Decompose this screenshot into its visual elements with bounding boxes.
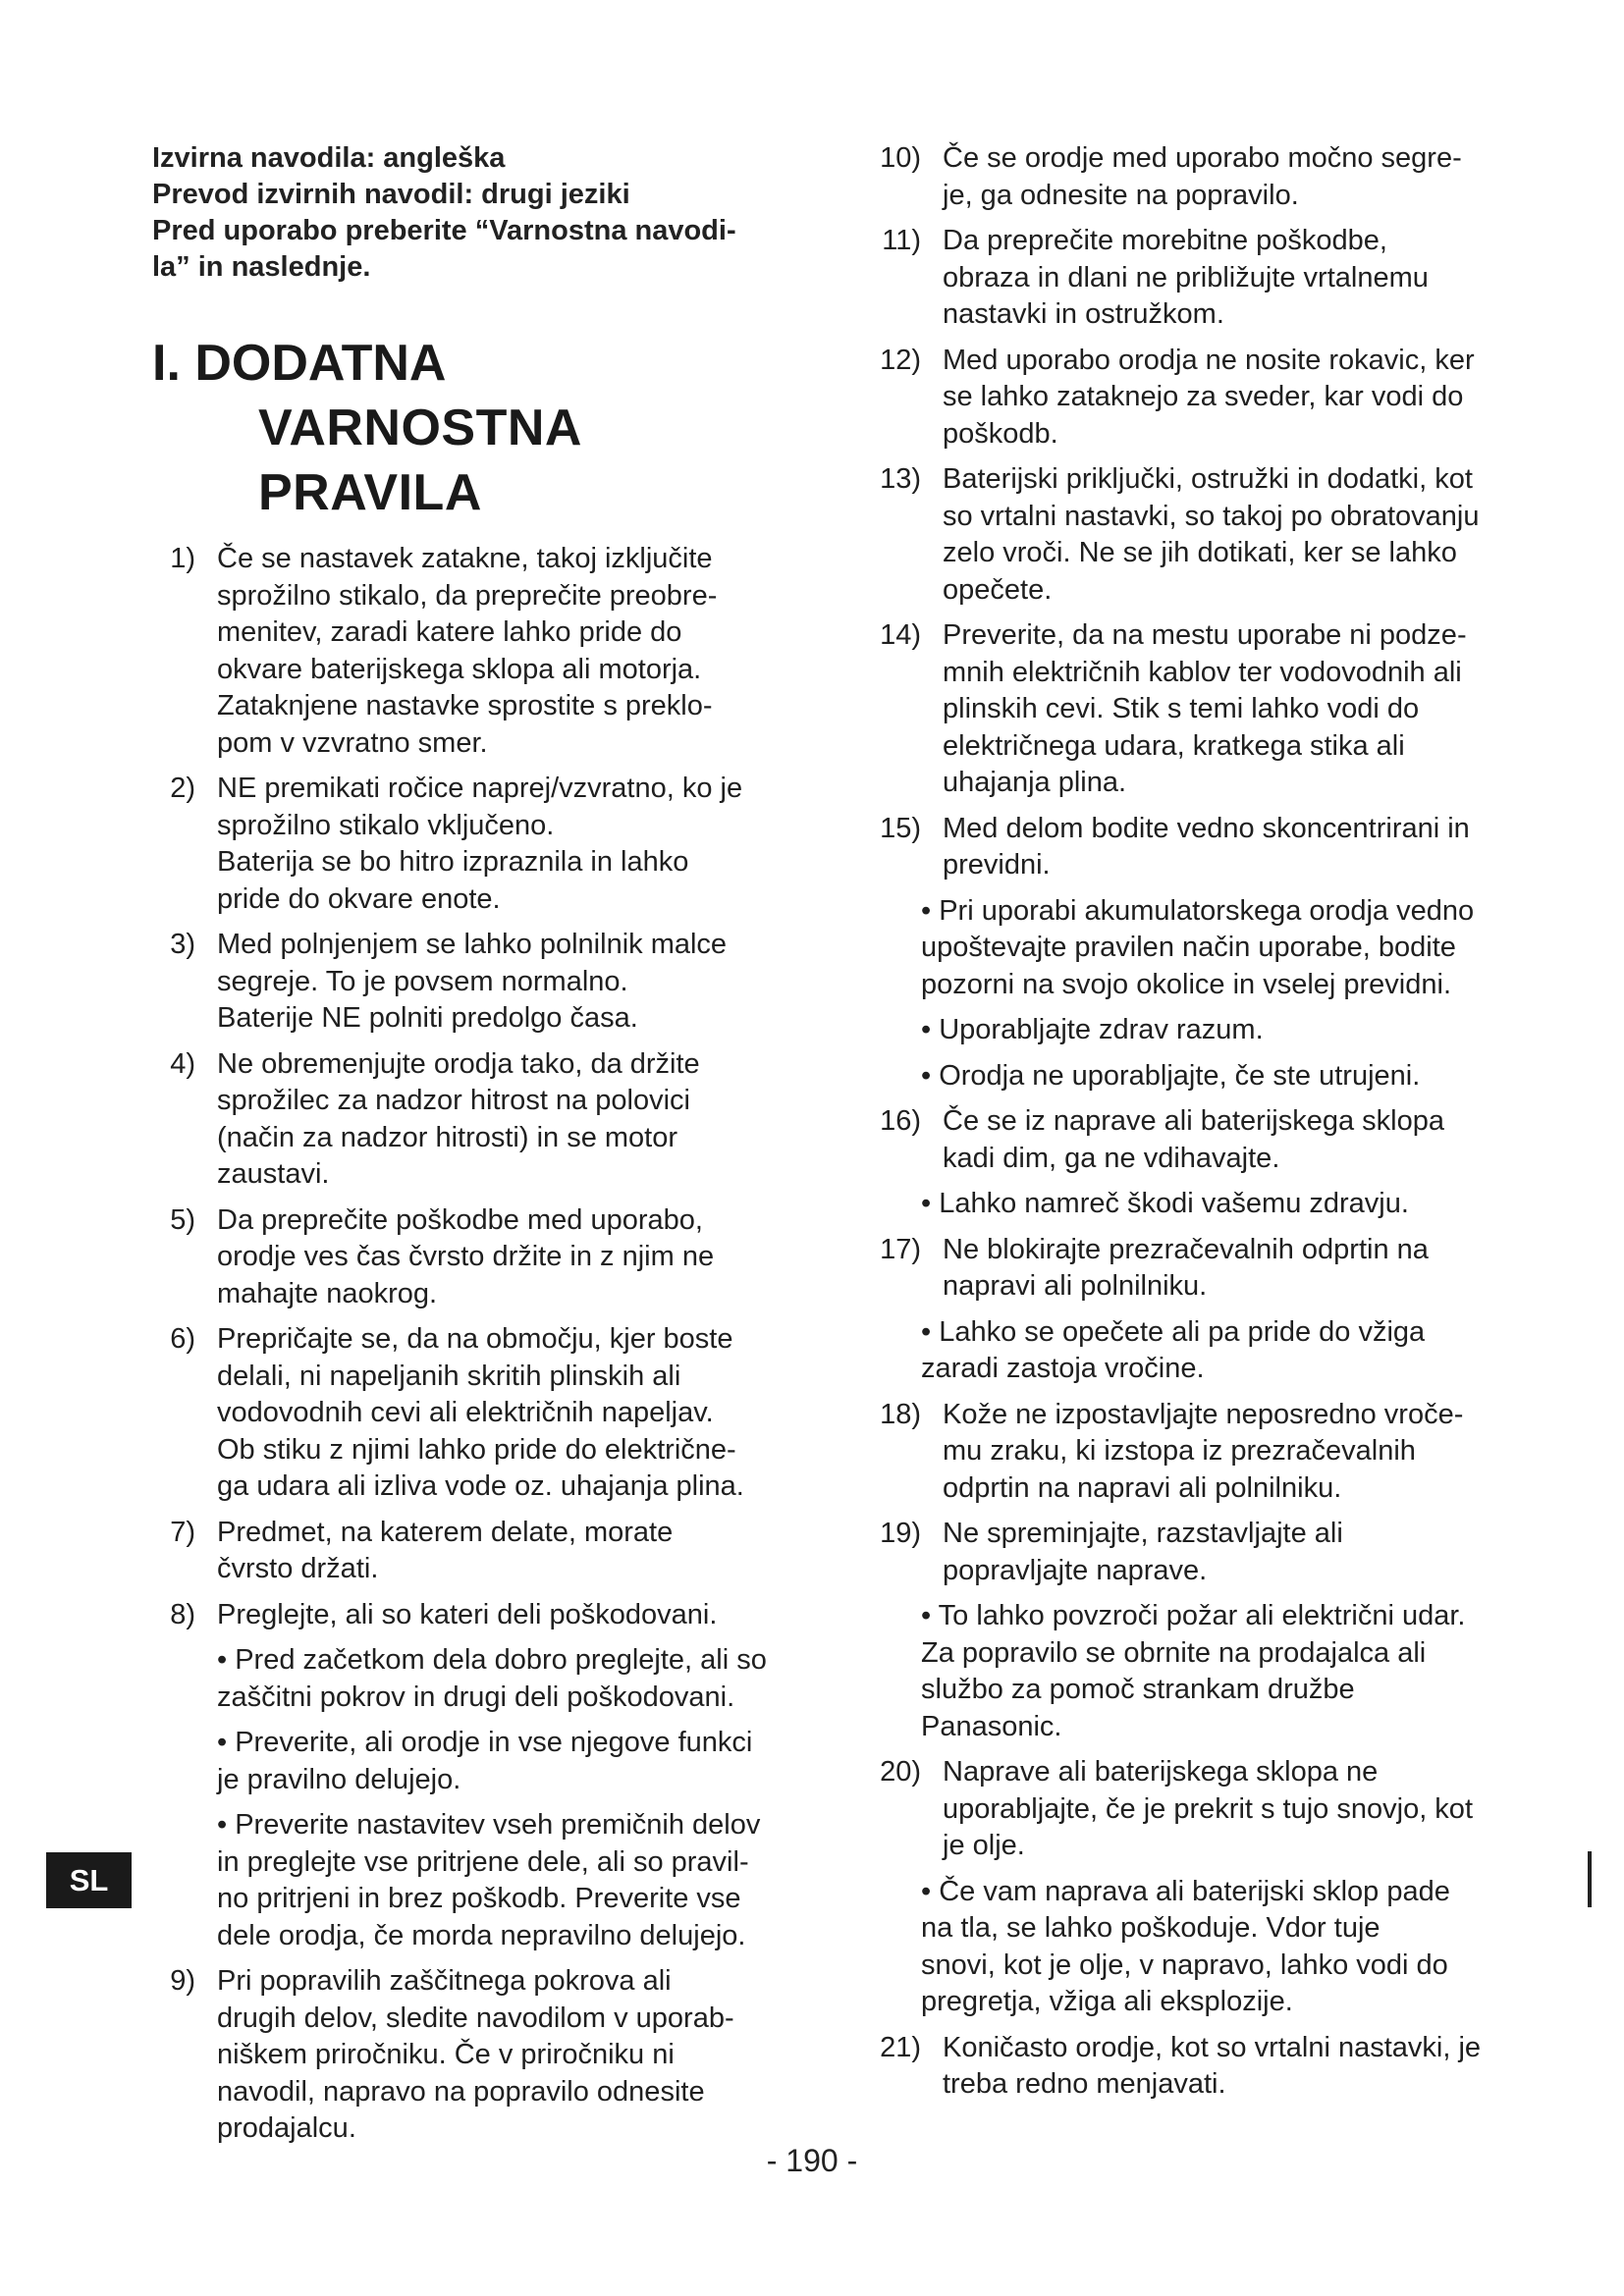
rule-item <box>856 223 1504 334</box>
rule-item <box>856 1103 1504 1177</box>
section-title-line1: I. DODATNA <box>152 335 447 392</box>
rule-item <box>856 811 1504 884</box>
section-title-line2: VARNOSTNA PRAVILA <box>258 400 581 521</box>
rule-item <box>152 1202 800 1313</box>
rule-text: Med polnjenjem se lahko polnilnik malce segreje. To je povsem normalno. Baterije NE polniti predolgo časa. <box>217 929 728 1034</box>
rule-text: Predmet, na katerem delate, morate čvrsto držati. <box>217 1516 674 1584</box>
rule-item <box>856 617 1504 802</box>
rule-number: 2) <box>170 773 195 804</box>
rule-text: Preverite, da na mestu uporabe ni podze- mnih električnih kablov ter vodovodnih ali plinskih cevi. Stik s temi lahko vodi do električnega udara, kratkega stika ali uhajanja plina. <box>943 619 1467 798</box>
rule-item <box>856 1397 1504 1508</box>
rule-item <box>856 140 1504 214</box>
rule-item <box>152 541 800 762</box>
rule-subpoint: • Pred začetkom dela dobro preglejte, ali so zaščitni pokrov in drugi deli poškodovani. <box>217 1644 767 1713</box>
rule-item <box>152 927 800 1038</box>
rule-text: Ne spreminjajte, razstavljajte ali popravljajte naprave. <box>943 1518 1343 1586</box>
rule-number: 20) <box>880 1756 921 1788</box>
rule-item <box>856 1754 1504 1865</box>
rule-text: Če se nastavek zatakne, takoj izključite sprožilno stikalo, da preprečite preobre- menitev, zaradi katere lahko pride do okvare baterijskega sklopa ali motorja. Zataknjene nastavke sprostite s preklo- pom v vzvratno smer. <box>217 543 718 759</box>
rule-subpoint: • Orodja ne uporabljajte, če ste utrujeni. <box>921 1059 1421 1092</box>
rule-number: 11) <box>882 225 921 256</box>
safety-rules-list-right <box>856 140 1504 2104</box>
translation-line: Prevod izvirnih navodil: drugi jeziki <box>152 179 630 210</box>
rule-subpoint: • Če vam naprava ali baterijski sklop pade na tla, se lahko poškoduje. Vdor tuje snovi, kot je olje, v napravo, lahko vodi do pregretja, vžiga ali eksplozije. <box>921 1875 1450 2017</box>
rule-text: Pri popravilih zaščitnega pokrova ali drugih delov, sledite navodilom v uporab- niškem priročniku. Če v priročniku ni navodil, napravo na popravilo odnesite prodajalcu. <box>217 1965 734 2144</box>
document-header <box>152 140 800 286</box>
rule-text: Med delom bodite vedno skoncentrirani in previdni. <box>943 812 1470 881</box>
rule-number: 16) <box>880 1105 921 1137</box>
rule-text: Med uporabo orodja ne nosite rokavic, ker se lahko zataknejo za sveder, kar vodi do poškodb. <box>943 344 1475 450</box>
rule-number: 13) <box>880 463 921 495</box>
rule-subpoint: • To lahko povzroči požar ali električni udar. Za popravilo se obrnite na prodajalca ali službo za pomoč strankam družbe Panasonic. <box>921 1600 1466 1742</box>
rule-number: 9) <box>170 1965 195 1997</box>
rule-subpoint: • Pri uporabi akumulatorskega orodja vedno upoštevajte pravilen način uporabe, bodite pozorni na svojo okolice in vselej previdni. <box>921 894 1475 1000</box>
rule-subpoint: • Lahko se opečete ali pa pride do vžiga zaradi zastoja vročine. <box>921 1315 1426 1384</box>
rule-text: Preglejte, ali so kateri deli poškodovani. <box>217 1598 718 1630</box>
page-number: - 190 - <box>766 2143 858 2178</box>
rule-subpoint: • Preverite, ali orodje in vse njegove funkci je pravilno delujejo. <box>217 1727 753 1795</box>
rule-text: NE premikati ročice naprej/vzvratno, ko je sprožilno stikalo vključeno. Baterija se bo hitro izpraznila in lahko pride do okvare enote. <box>217 773 743 915</box>
rule-number: 4) <box>170 1047 195 1080</box>
rule-number: 14) <box>880 619 921 651</box>
rule-item <box>856 343 1504 454</box>
rule-item <box>856 461 1504 609</box>
rule-number: 6) <box>170 1323 195 1355</box>
margin-bar <box>1588 1851 1592 1907</box>
rule-text: Če se iz naprave ali baterijskega sklopa kadi dim, ga ne vdihavajte. <box>943 1105 1444 1174</box>
rule-item <box>152 1963 800 2148</box>
original-instructions-line: Izvirna navodila: angleška <box>152 142 506 174</box>
language-tab: SL <box>46 1852 132 1908</box>
rule-item <box>856 1232 1504 1306</box>
rule-text: Če se orodje med uporabo močno segre- je, ga odnesite na popravilo. <box>943 142 1462 211</box>
rule-number: 8) <box>170 1598 195 1630</box>
rule-text: Baterijski priključki, ostružki in dodatki, kot so vrtalni nastavki, so takoj po obratovanju zelo vroči. Ne se jih dotikati, ker se lahko opečete. <box>943 463 1480 606</box>
rule-text: Koničasto orodje, kot so vrtalni nastavki, je treba redno menjavati. <box>943 2031 1482 2100</box>
rule-item <box>152 1515 800 1588</box>
right-column <box>856 140 1504 2112</box>
rule-number: 17) <box>880 1233 921 1265</box>
rule-number: 1) <box>170 543 195 574</box>
rule-text: Naprave ali baterijskega sklopa ne uporabljajte, če je prekrit s tujo snovjo, kot je olje. <box>943 1756 1473 1861</box>
rule-subpoint: • Lahko namreč škodi vašemu zdravju. <box>921 1188 1409 1219</box>
rule-item <box>856 2030 1504 2104</box>
rule-text: Ne obremenjujte orodja tako, da držite sprožilec za nadzor hitrost na polovici (način za nadzor hitrosti) in se motor zaustavi. <box>217 1047 700 1190</box>
rule-text: Da preprečite poškodbe med uporabo, orodje ves čas čvrsto držite in z njim ne mahajte naokrog. <box>217 1203 715 1309</box>
rule-number: 7) <box>170 1516 195 1548</box>
rule-item <box>152 1046 800 1194</box>
rule-item <box>152 1321 800 1506</box>
rule-item <box>856 1516 1504 1589</box>
rule-item <box>152 1597 800 1634</box>
section-title <box>152 331 800 525</box>
preface-note: Pred uporabo preberite “Varnostna navodi- la” in naslednje. <box>152 215 736 283</box>
rule-number: 18) <box>880 1398 921 1430</box>
rule-item <box>152 771 800 918</box>
rule-number: 15) <box>880 812 921 844</box>
rule-text: Da preprečite morebitne poškodbe, obraza in dlani ne približujte vrtalnemu nastavki in ostružkom. <box>943 225 1429 330</box>
rule-subpoint: • Uporabljajte zdrav razum. <box>921 1014 1264 1045</box>
rule-number: 12) <box>880 344 921 376</box>
rule-text: Kože ne izpostavljajte neposredno vroče- mu zraku, ki izstopa iz prezračevalnih odprtin na napravi ali polnilniku. <box>943 1398 1464 1504</box>
rule-number: 5) <box>170 1203 195 1236</box>
rule-number: 3) <box>170 929 195 960</box>
rule-number: 21) <box>880 2031 921 2063</box>
left-column <box>152 140 800 2157</box>
rule-number: 10) <box>880 142 921 174</box>
rule-number: 19) <box>880 1518 921 1549</box>
rule-subpoint: • Preverite nastavitev vseh premičnih delov in preglejte vse pritrjene dele, ali so pravil- no pritrjeni in brez poškodb. Preverite vse dele orodja, če morda nepravilno delujejo. <box>217 1809 761 1951</box>
rule-text: Ne blokirajte prezračevalnih odprtin na napravi ali polnilniku. <box>943 1233 1429 1302</box>
safety-rules-list-left <box>152 541 800 2148</box>
rule-text: Prepričajte se, da na območju, kjer boste delali, ni napeljanih skritih plinskih ali vodovodnih cevi ali električnih napeljav. Ob stiku z njimi lahko pride do električne- ga udara ali izliva vode oz. uhajanja plina. <box>217 1323 744 1502</box>
